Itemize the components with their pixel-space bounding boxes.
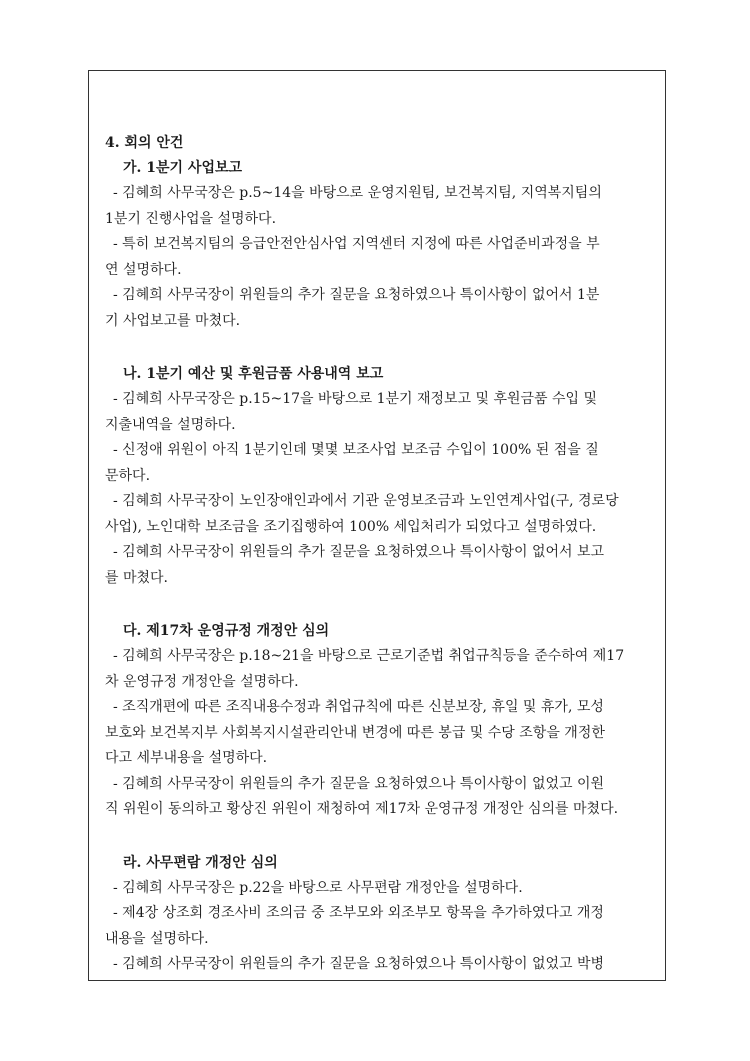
agenda-item-line: - 김혜희 사무국장은 p.5~14을 바탕으로 운영지원팀, 보건복지팀, 지역복지팀의 <box>113 185 602 201</box>
agenda-item <box>105 540 653 591</box>
agenda-item-line: - 제4장 상조회 경조사비 조의금 중 조부모와 외조부모 항목을 추가하였다고 개정 <box>113 905 604 921</box>
agenda-item-line: - 조직개편에 따른 조직내용수정과 취업규칙에 따른 신분보장, 휴일 및 휴가, 모성 <box>113 699 604 715</box>
agenda-item <box>105 283 653 334</box>
agenda-item-line: 차 운영규정 개정안을 설명하다. <box>105 673 299 690</box>
agenda-item-line: 내용을 설명하다. <box>105 930 209 947</box>
agenda-item-line: - 김혜희 사무국장이 위원들의 추가 질문을 요청하였으나 특이사항이 없어서 1분 <box>113 287 600 303</box>
agenda-item <box>105 387 653 438</box>
agenda-item-line: - 김혜희 사무국장이 노인장애인과에서 기관 운영보조금과 노인연계사업(구, 경로당 <box>113 493 619 509</box>
agenda-item-line: 기 사업보고를 마쳤다. <box>105 312 241 329</box>
agenda-item-line: - 김혜희 사무국장이 위원들의 추가 질문을 요청하였으나 특이사항이 없어서 보고 <box>113 544 605 560</box>
agenda-item-line: - 김혜희 사무국장은 p.15~17을 바탕으로 1분기 재정보고 및 후원금품 수입 및 <box>113 391 598 407</box>
agenda-heading: 4. 회의 안건 <box>105 135 184 151</box>
agenda-item <box>105 952 653 978</box>
agenda-item <box>105 181 653 232</box>
agenda-item <box>105 901 653 952</box>
section-title: 라. 사무편람 개정안 심의 <box>123 854 278 871</box>
agenda-item <box>105 876 653 902</box>
agenda-item-line: - 김혜희 사무국장이 위원들의 추가 질문을 요청하였으나 특이사항이 없었고 박병 <box>113 956 605 972</box>
agenda-item-line: 를 마쳤다. <box>105 569 168 586</box>
agenda-item-line: 보호와 보건복지부 사회복지시설관리안내 변경에 따른 봉급 및 수당 조항을 개정한 <box>105 724 605 741</box>
agenda-item <box>105 695 653 772</box>
document-frame <box>88 70 666 981</box>
agenda-item-line: 직 위원이 동의하고 황상진 위원이 재청하여 제17차 운영규정 개정안 심의를 마쳤다. <box>105 801 619 817</box>
section-title: 다. 제17차 운영규정 개정안 심의 <box>123 623 330 639</box>
agenda-item-line: 지출내역을 설명하다. <box>105 416 236 433</box>
agenda-item-line: - 김혜희 사무국장은 p.22을 바탕으로 사무편람 개정안을 설명하다. <box>113 879 523 896</box>
agenda-item <box>105 438 653 489</box>
document-content <box>105 131 653 978</box>
agenda-item-line: 다고 세부내용을 설명하다. <box>105 750 268 766</box>
agenda-item <box>105 232 653 283</box>
agenda-item-line: - 김혜희 사무국장은 p.18~21을 바탕으로 근로기준법 취업규칙등을 준수하여 제17 <box>113 648 625 664</box>
agenda-item-line: - 특히 보건복지팀의 응급안전안심사업 지역센터 지정에 따른 사업준비과정을 부 <box>113 236 600 252</box>
section-title: 나. 1분기 예산 및 후원금품 사용내역 보고 <box>123 366 384 382</box>
agenda-item <box>105 489 653 540</box>
agenda-item-line: - 신정애 위원이 아직 1분기인데 몇몇 보조사업 보조금 수입이 100% 된 점을 질 <box>113 442 599 458</box>
agenda-item-line: 문하다. <box>105 467 151 484</box>
agenda-item-line: - 김혜희 사무국장이 위원들의 추가 질문을 요청하였으나 특이사항이 없었고 이원 <box>113 775 605 792</box>
agenda-sections <box>105 156 653 978</box>
agenda-item <box>105 772 653 823</box>
agenda-item-line: 사업), 노인대학 보조금을 조기집행하여 100% 세입처리가 되었다고 설명하였다. <box>105 518 597 535</box>
section-title: 가. 1분기 사업보고 <box>123 160 243 176</box>
agenda-item-line: 1분기 진행사업을 설명하다. <box>105 210 277 227</box>
agenda-item <box>105 644 653 695</box>
agenda-item-line: 연 설명하다. <box>105 261 182 278</box>
